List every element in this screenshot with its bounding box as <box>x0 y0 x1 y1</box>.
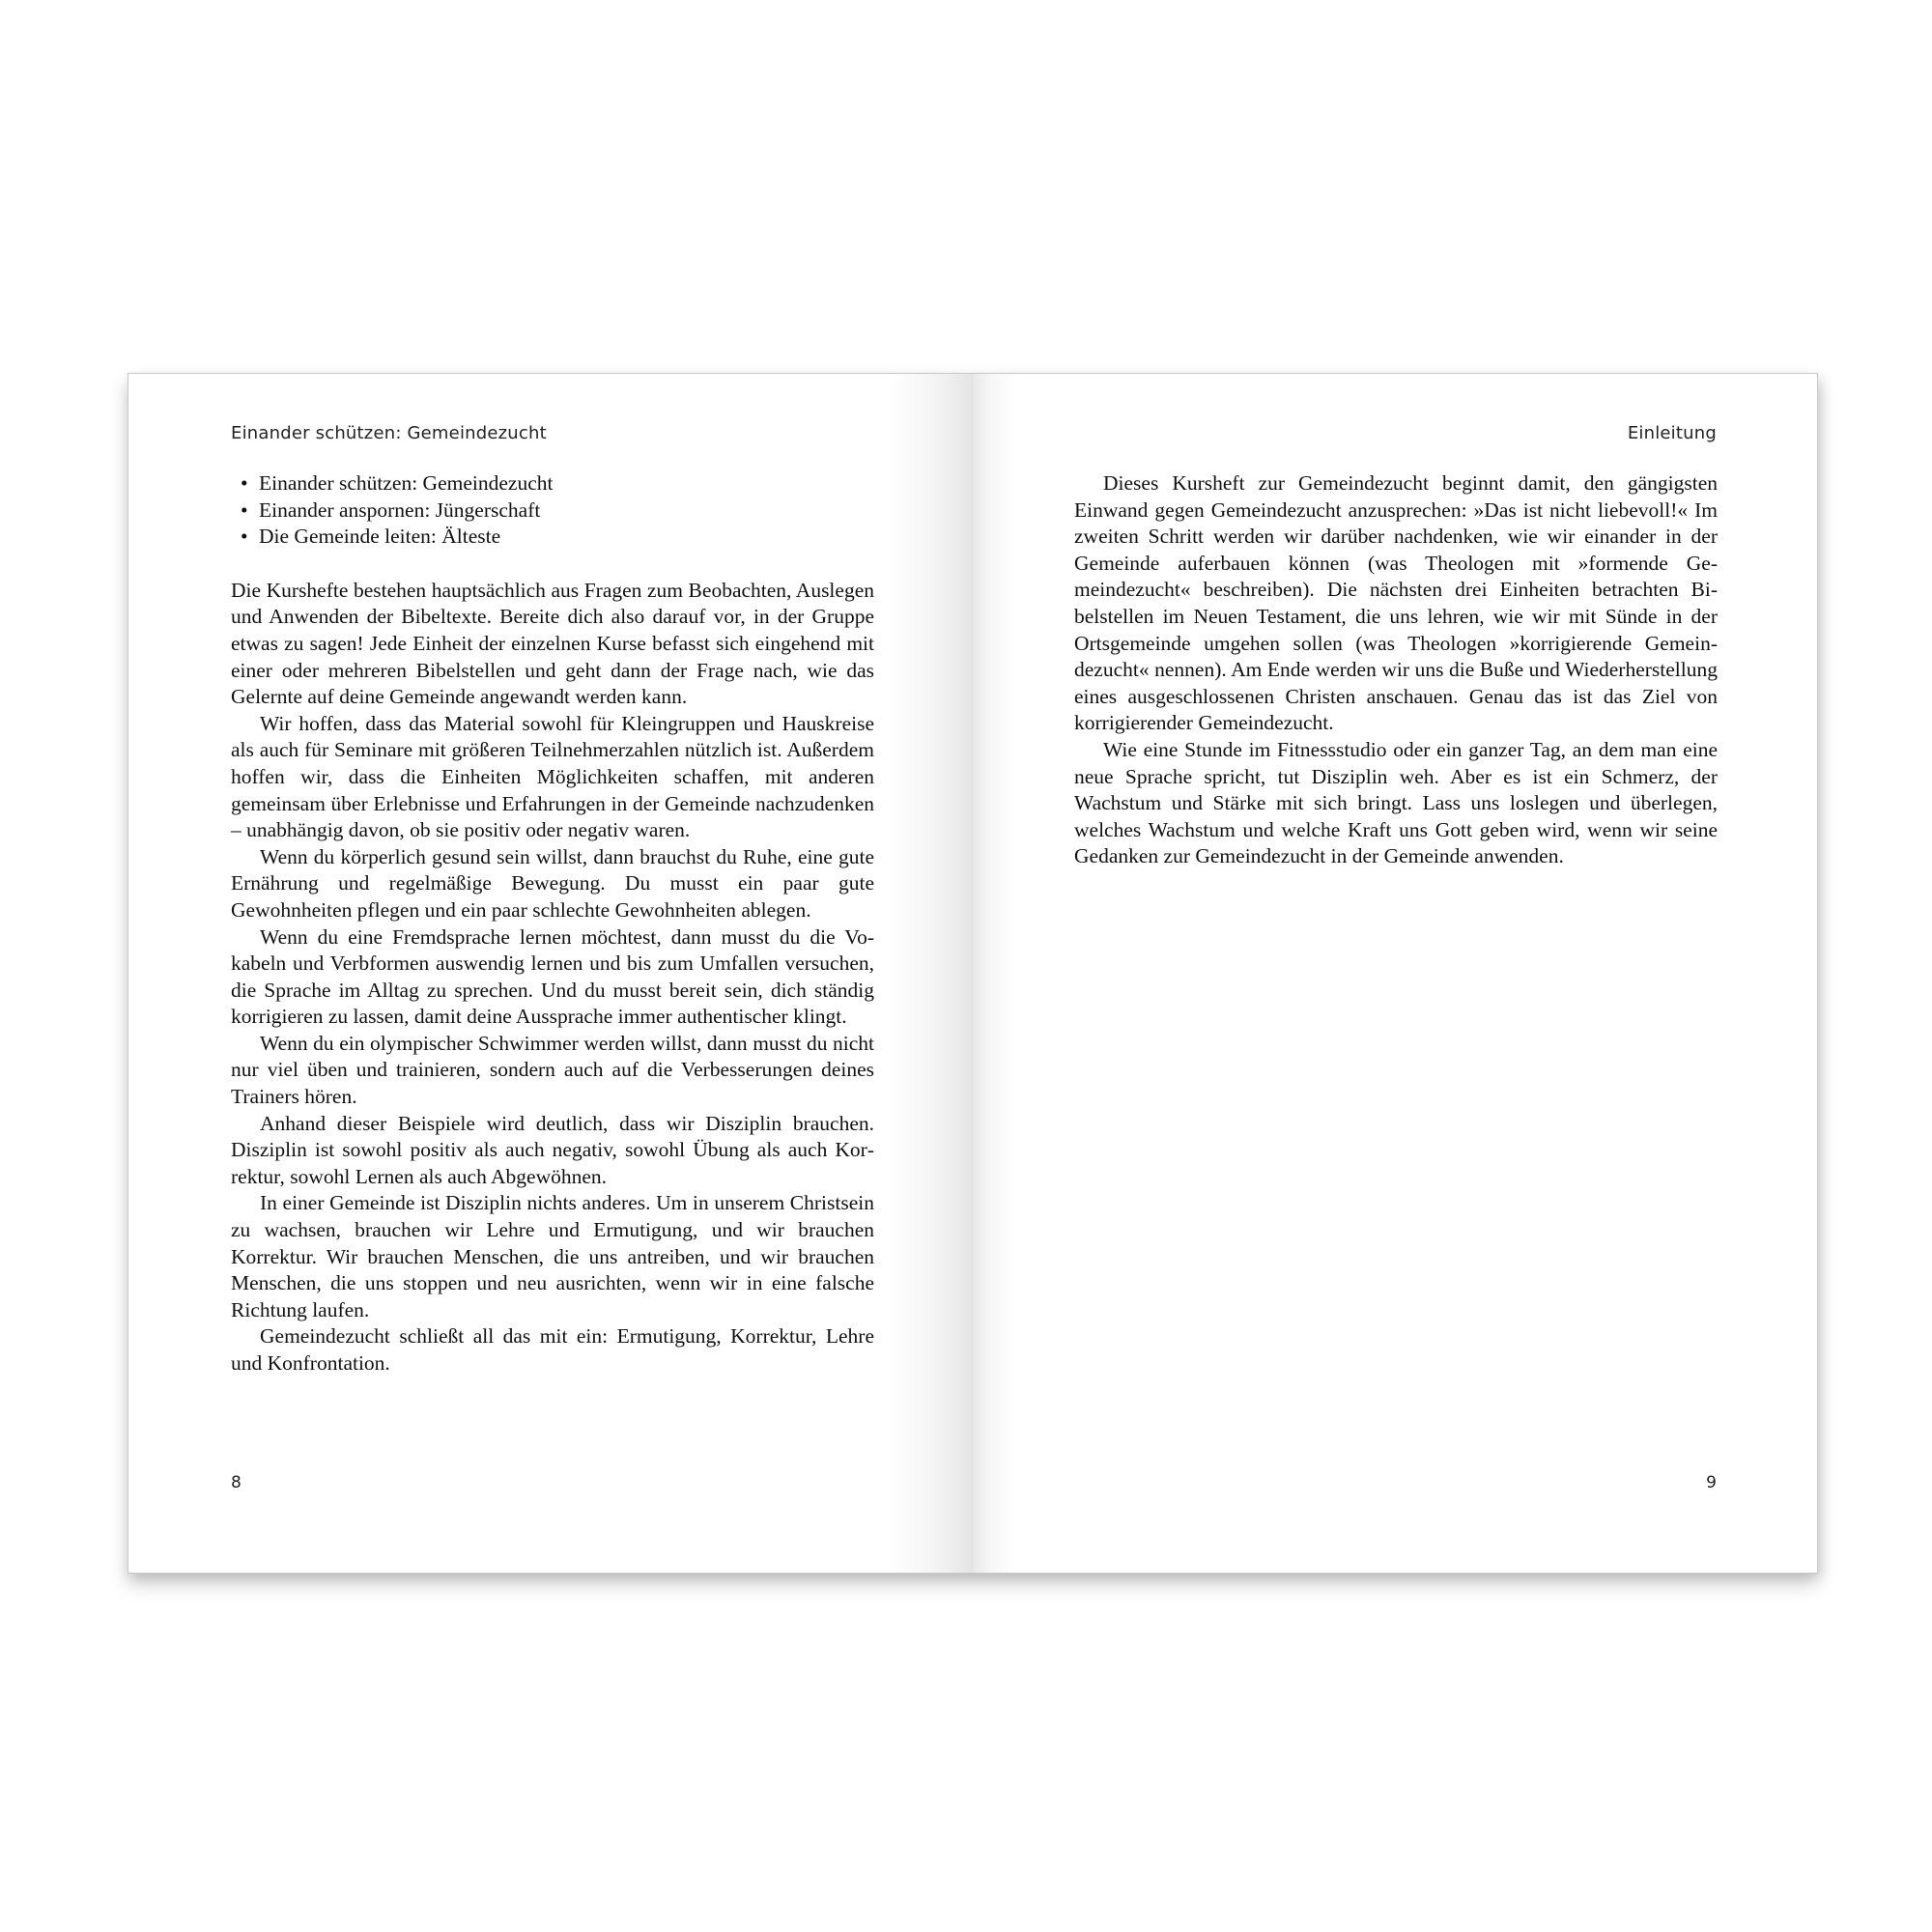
running-head-right: Einleitung <box>1627 423 1717 443</box>
paragraph: Wir hoffen, dass das Material sowohl für Kleingruppen und Hauskreise als auch für Seminare mit größeren Teilnehmerzahlen nützlich ist. Außerdem hoffen wir, dass die Einheiten Möglichkeiten schaffen, mit anderen gemeinsam über Erlebnisse und Erfahrungen in der Gemeinde nachzudenken – unabhängig davon, ob sie positiv oder negativ waren. <box>231 711 874 842</box>
book-spread <box>128 373 1818 1574</box>
list-item: • Einander schützen: Gemeindezucht <box>241 470 874 497</box>
paragraph: Gemeindezucht schließt all das mit ein: Ermutigung, Korrektur, Lehre und Konfrontation. <box>231 1324 874 1375</box>
left-text-block <box>231 470 874 1378</box>
paragraph: Wenn du körperlich gesund sein willst, dann brauchst du Ruhe, eine gute Ernährung und regelmäßige Bewegung. Du musst ein paar gute Gewohnheiten pflegen und ein paar schlechte Gewohnheiten ablegen. <box>231 844 874 922</box>
course-list <box>231 470 874 551</box>
right-text-block <box>1074 470 1718 870</box>
paragraph: Wenn du ein olympischer Schwimmer werden willst, dann musst du nicht nur viel üben und trainieren, sondern auch auf die Verbesserungen deines Trainers hören. <box>231 1031 874 1109</box>
paragraph: Wenn du eine Fremdsprache lernen möchtest, dann musst du die Vokabeln und Verbformen auswendig lernen und bis zum Umfallen versuchen, die Sprache im Alltag zu sprechen. Und du musst bereit sein, dich ständig korrigieren zu lassen, damit deine Aussprache immer authentischer klingt. <box>231 924 874 1029</box>
left-page <box>128 374 973 1573</box>
page-number-left: 8 <box>231 1473 242 1492</box>
paragraph: Wie eine Stunde im Fitnessstudio oder ein ganzer Tag, an dem man eine neue Sprache spricht, tut Disziplin weh. Aber es ist ein Schmerz, der Wachstum und Stärke mit sich bringt. Lass uns loslegen und überlegen, welches Wachstum und welche Kraft uns Gott geben wird, wenn wir seine Gedanken zur Gemeindezucht in der Gemeinde anwenden. <box>1074 737 1718 868</box>
paragraph: Dieses Kursheft zur Gemeindezucht beginnt damit, den gängigsten Einwand gegen Gemeindezucht anzusprechen: »Das ist nicht liebevoll!« Im zweiten Schritt werden wir darüber nachdenken, wie wir einander in der Gemeinde auferbauen können (was Theologen mit »formende Gemeindezucht« beschreiben). Die nächsten drei Einheiten betrachten Bibelstellen im Neuen Testament, die uns lehren, wie wir mit Sünde in der Ortsgemeinde umgehen sollen (was Theologen »korrigierende Gemeindezucht« nennen). Am Ende werden wir uns die Buße und Wiederherstellung eines ausgeschlossenen Christen anschauen. Genau das ist das Ziel von korrigierender Gemeindezucht. <box>1074 471 1718 735</box>
paragraph: Die Kurshefte bestehen hauptsächlich aus Fragen zum Beobachten, Auslegen und Anwenden der Bibeltexte. Bereite dich also darauf vor, in der Gruppe etwas zu sagen! Jede Einheit der einzelnen Kurse befasst sich eingehend mit einer oder mehreren Bibelstellen und geht dann der Frage nach, wie das Gelernte auf deine Gemeinde angewandt werden kann. <box>231 578 874 709</box>
paragraph: Anhand dieser Beispiele wird deutlich, dass wir Disziplin brauchen. Disziplin ist sowohl positiv als auch negativ, sowohl Übung als auch Korrektur, sowohl Lernen als auch Abgewöhnen. <box>231 1111 874 1188</box>
page-number-right: 9 <box>1706 1473 1717 1492</box>
list-item: • Die Gemeinde leiten: Älteste <box>241 524 874 551</box>
paragraph: In einer Gemeinde ist Disziplin nichts anderes. Um in unserem Christsein zu wachsen, brauchen wir Lehre und Ermutigung, und wir brauchen Korrektur. Wir brauchen Menschen, die uns antreiben, und wir brauchen Menschen, die uns stoppen und neu ausrichten, wenn wir in eine falsche Richtung laufen. <box>231 1191 874 1321</box>
list-item: • Einander anspornen: Jüngerschaft <box>241 497 874 525</box>
running-head-left: Einander schützen: Gemeindezucht <box>231 423 547 443</box>
right-page <box>973 374 1817 1573</box>
